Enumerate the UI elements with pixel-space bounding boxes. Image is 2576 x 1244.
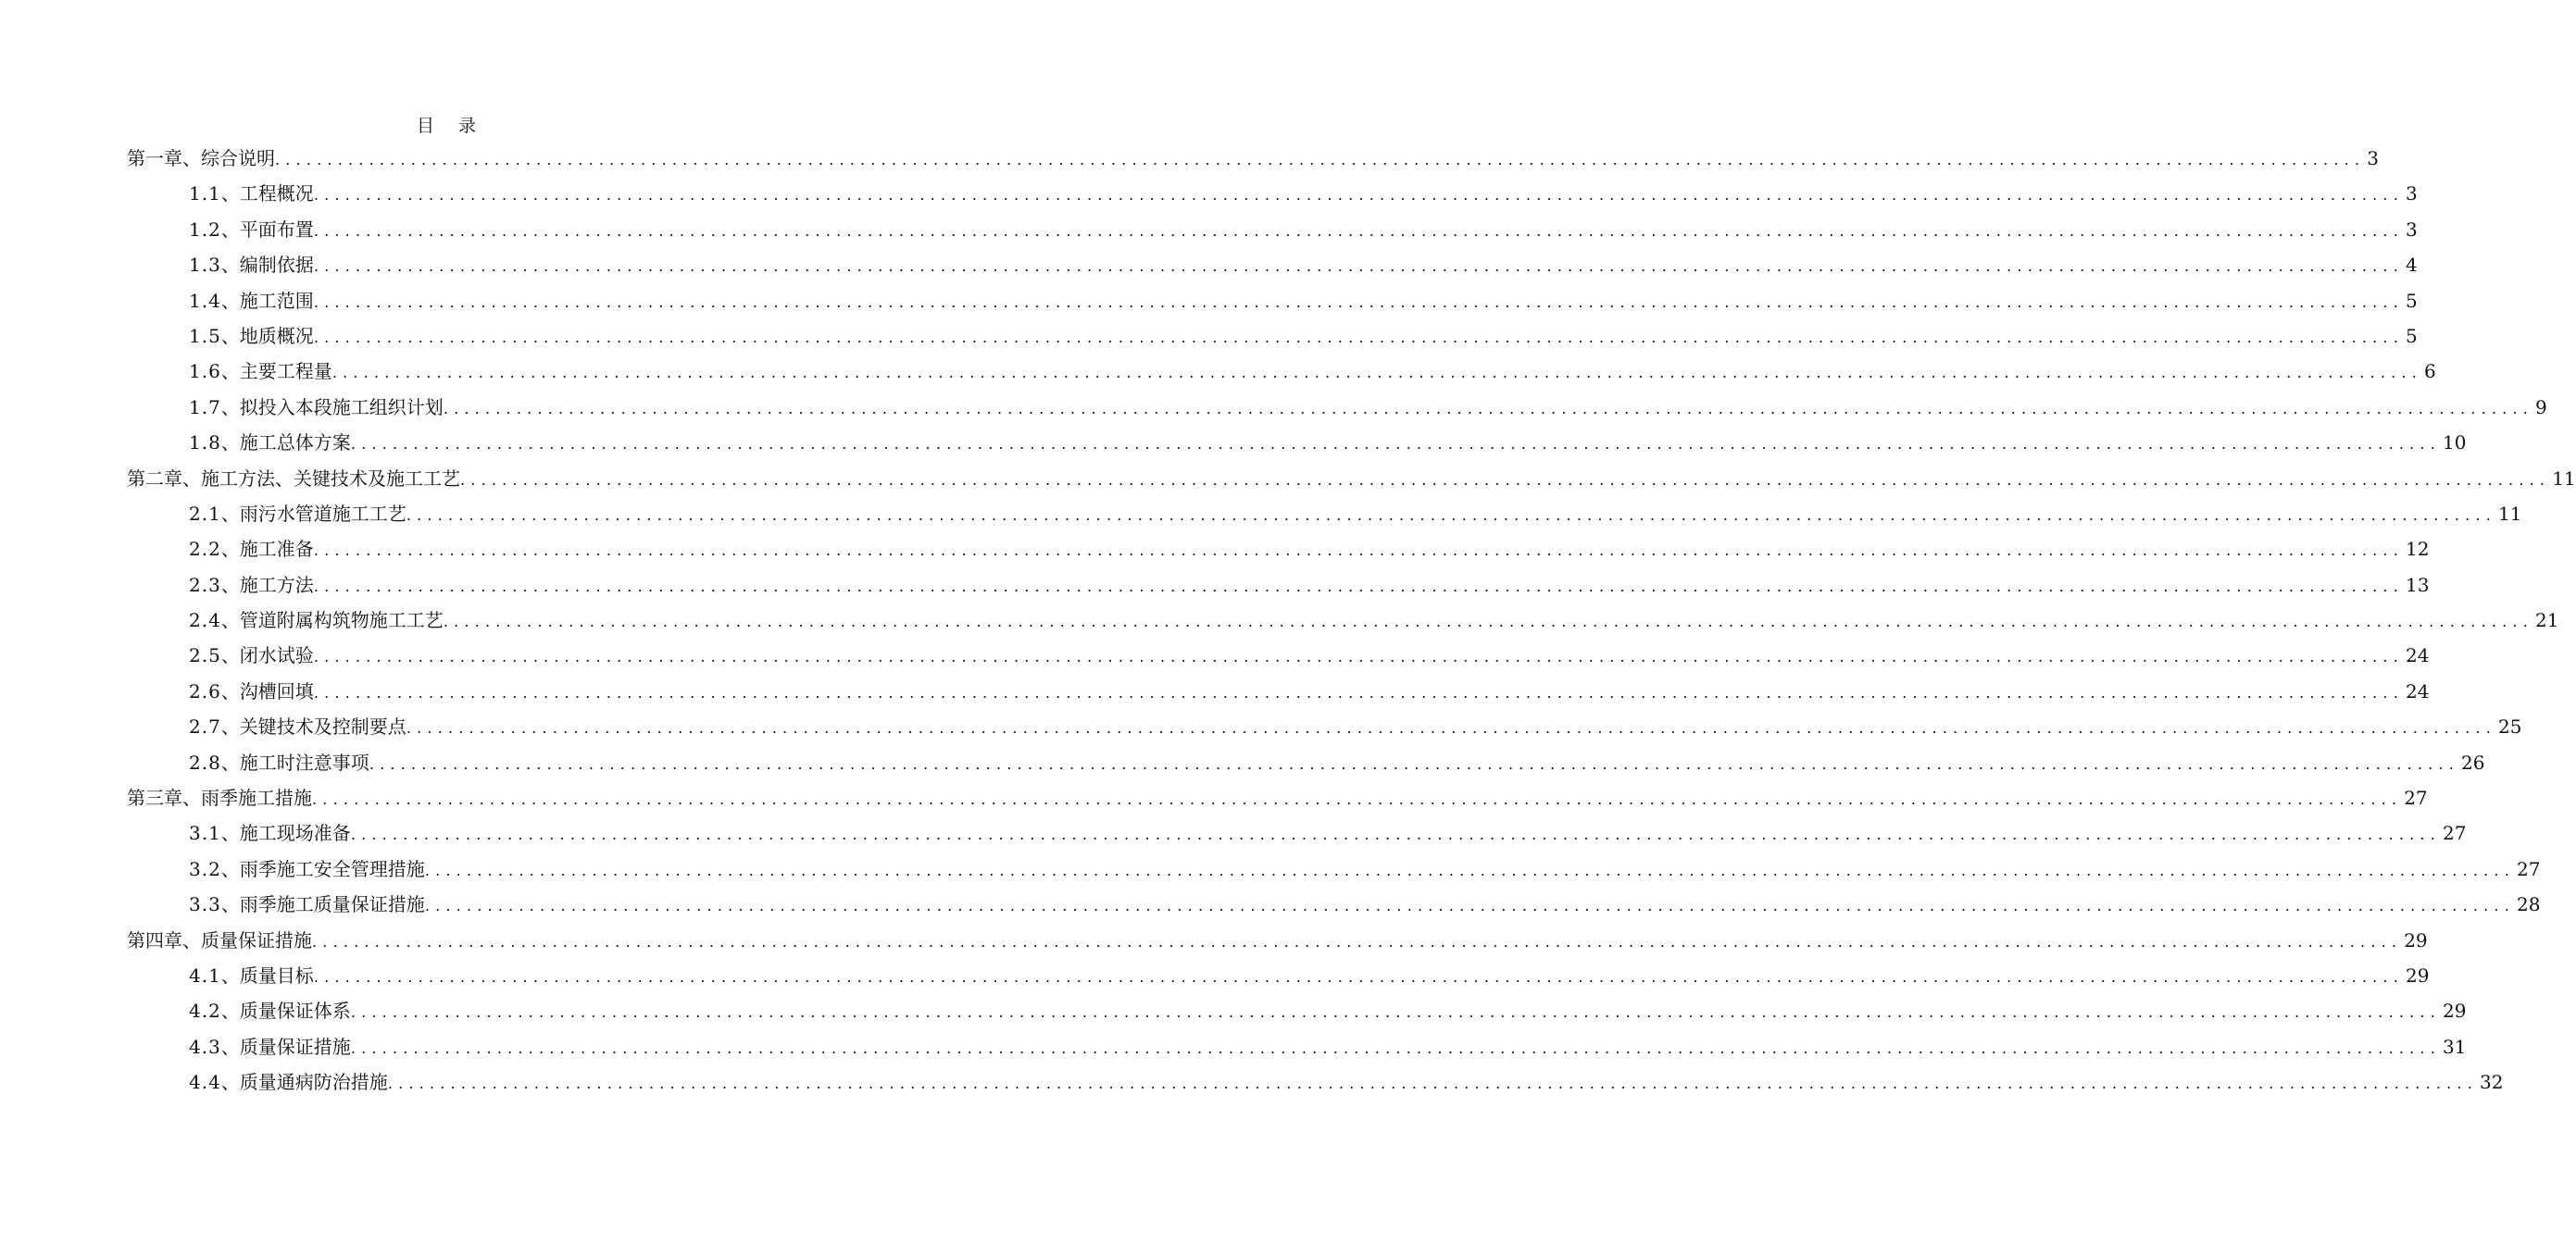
toc-dot-leader: ........................................................................................................................................................................................................ (350, 435, 2441, 454)
toc-entry-number: 2.6 (189, 679, 221, 703)
toc-entry-page: 29 (2443, 1000, 2467, 1023)
toc-entry[interactable] (127, 993, 2467, 1028)
toc-entry-page: 28 (2517, 893, 2541, 916)
toc-entry-number: 2.2 (189, 538, 221, 561)
toc-dot-leader: ........................................................................................................................................................................................................ (443, 399, 2533, 417)
toc-dot-leader: ........................................................................................................................................................................................................ (312, 790, 2403, 809)
toc-dot-leader: ........................................................................................................................................................................................................ (312, 932, 2403, 951)
toc-dot-leader: ........................................................................................................................................................................................................ (313, 683, 2404, 702)
toc-entry-page: 21 (2535, 609, 2559, 632)
toc-dot-leader: ........................................................................................................................................................................................................ (350, 1003, 2441, 1022)
toc-entry[interactable] (127, 496, 2522, 531)
toc-entry[interactable] (127, 852, 2541, 887)
toc-dot-leader: ........................................................................................................................................................................................................ (275, 151, 2366, 168)
toc-dot-leader: ........................................................................................................................................................................................................ (424, 861, 2515, 879)
toc-entry[interactable] (127, 390, 2547, 425)
toc-entry-number: 2.3 (189, 573, 221, 596)
toc-entry-page: 6 (2424, 360, 2436, 383)
toc-entry-label: 、施工准备 (220, 538, 314, 561)
toc-dot-leader: ........................................................................................................................................................................................................ (313, 221, 2404, 240)
toc-entry[interactable] (127, 531, 2430, 566)
toc-entry[interactable] (127, 247, 2418, 282)
toc-dot-leader: ........................................................................................................................................................................................................ (406, 505, 2496, 524)
toc-entry-number: 1.6 (189, 360, 221, 383)
toc-entry-label: 、雨污水管道施工工艺 (220, 502, 406, 525)
toc-entry-label: 、质量保证措施 (220, 1035, 351, 1058)
toc-entry-number: 1.7 (189, 395, 221, 418)
toc-entry[interactable] (127, 567, 2430, 603)
toc-entry-number: 2.1 (189, 502, 221, 525)
toc-entry-label: 、施工总体方案 (220, 431, 351, 454)
toc-entry-number: 3.2 (189, 857, 221, 880)
toc-entry[interactable] (127, 1064, 2504, 1100)
toc-entry-number: 2.8 (189, 751, 221, 774)
toc-entry-page: 25 (2498, 715, 2522, 739)
toc-entry-number: 2.7 (189, 715, 221, 739)
toc-dot-leader: ........................................................................................................................................................................................................ (313, 186, 2404, 205)
toc-entry-number: 1.2 (189, 218, 221, 241)
toc-entry[interactable] (127, 745, 2485, 780)
toc-entry-label: 、雨季施工安全管理措施 (220, 857, 425, 880)
toc-entry-label: 第三章、雨季施工措施 (127, 787, 312, 810)
toc-dot-leader: ........................................................................................................................................................................................................ (313, 648, 2404, 666)
toc-entry-number: 4.2 (189, 1000, 221, 1023)
toc-entry-number: 3.1 (189, 822, 221, 845)
toc-entry-label: 第一章、综合说明 (127, 147, 275, 169)
toc-dot-leader: ........................................................................................................................................................................................................ (350, 826, 2441, 844)
toc-dot-leader: ........................................................................................................................................................................................................ (313, 292, 2404, 311)
toc-entry-page: 27 (2443, 822, 2467, 845)
toc-entry-page: 27 (2517, 857, 2541, 880)
toc-entry-page: 27 (2404, 787, 2428, 810)
toc-dot-leader: ........................................................................................................................................................................................................ (369, 754, 2459, 773)
toc-entry[interactable] (127, 461, 2576, 496)
toc-entry-number: 1.5 (189, 324, 221, 347)
toc-entry-label: 、沟槽回填 (220, 679, 314, 703)
toc-entry-number: 1.4 (189, 289, 221, 312)
toc-entry-page: 29 (2406, 964, 2430, 987)
toc-dot-leader: ........................................................................................................................................................................................................ (331, 364, 2422, 382)
toc-entry-label: 第二章、施工方法、关键技术及施工工艺 (127, 466, 460, 490)
toc-entry-number: 2.5 (189, 644, 221, 667)
toc-entry-page: 31 (2443, 1035, 2467, 1058)
toc-entry-number: 1.3 (189, 254, 221, 277)
toc-entry[interactable] (127, 709, 2522, 744)
toc-entry[interactable] (127, 141, 2379, 176)
toc-dot-leader: ........................................................................................................................................................................................................ (350, 1039, 2441, 1057)
toc-entry-label: 、施工范围 (220, 289, 314, 312)
toc-entry-page: 4 (2406, 254, 2418, 277)
toc-entry-page: 13 (2406, 573, 2430, 596)
toc-entry-page: 3 (2406, 218, 2418, 241)
toc-entry[interactable] (127, 212, 2418, 247)
toc-entry-number: 4.1 (189, 964, 221, 987)
toc-entry-number: 4.3 (189, 1035, 221, 1058)
toc-dot-leader: ........................................................................................................................................................................................................ (387, 1075, 2478, 1093)
toc-entry-page: 10 (2443, 431, 2467, 454)
toc-entry-page: 9 (2535, 395, 2547, 418)
toc-dot-leader: ........................................................................................................................................................................................................ (406, 719, 2496, 738)
toc-entry-label: 、主要工程量 (220, 360, 332, 383)
toc-entry-label: 、地质概况 (220, 324, 314, 347)
toc-entry-label: 、关键技术及控制要点 (220, 715, 406, 739)
toc-entry-label: 、闭水试验 (220, 644, 314, 667)
toc-entry-label: 、施工现场准备 (220, 822, 351, 845)
toc-entry-page: 24 (2406, 679, 2430, 703)
toc-entry[interactable] (127, 176, 2418, 211)
toc-entry-label: 、管道附属构筑物施工工艺 (220, 609, 444, 632)
toc-dot-leader: ........................................................................................................................................................................................................ (313, 257, 2404, 276)
toc-entry-label: 、施工方法 (220, 573, 314, 596)
toc-title: 目 录 (416, 116, 486, 136)
toc-entry-page: 11 (2498, 502, 2522, 525)
toc-dot-leader: ........................................................................................................................................................................................................ (460, 470, 2551, 489)
toc-dot-leader: ........................................................................................................................................................................................................ (313, 967, 2404, 986)
toc-entry-label: 、雨季施工质量保证措施 (220, 893, 425, 916)
toc-entry-page: 12 (2406, 538, 2430, 561)
toc-entry-number: 3.3 (189, 893, 221, 916)
toc-entry-page: 11 (2552, 466, 2576, 490)
toc-entry[interactable] (127, 318, 2418, 354)
toc-entry[interactable] (127, 674, 2430, 709)
toc-entry[interactable] (127, 815, 2467, 851)
toc-dot-leader: ........................................................................................................................................................................................................ (313, 577, 2404, 595)
toc-entry-label: 、质量目标 (220, 964, 314, 987)
toc-entry[interactable] (127, 283, 2418, 318)
toc-entry-label: 、工程概况 (220, 182, 314, 205)
toc-entry-label: 、编制依据 (220, 254, 314, 277)
toc-dot-leader: ........................................................................................................................................................................................................ (313, 328, 2404, 346)
toc-entry-page: 24 (2406, 644, 2430, 667)
toc-entry-label: 、拟投入本段施工组织计划 (220, 395, 444, 418)
toc-entry-label: 、施工时注意事项 (220, 751, 369, 774)
toc-entry-page: 3 (2367, 147, 2379, 169)
toc-entry-label: 、质量通病防治措施 (220, 1071, 388, 1094)
toc-entry[interactable] (127, 425, 2467, 460)
toc-entry[interactable] (127, 923, 2428, 958)
toc-entry[interactable] (127, 603, 2559, 638)
toc-entry-number: 1.1 (189, 182, 221, 205)
toc-entry-label: 第四章、质量保证措施 (127, 928, 312, 952)
toc-entry[interactable] (127, 780, 2428, 815)
toc-dot-leader: ........................................................................................................................................................................................................ (424, 897, 2515, 915)
toc-entry-number: 4.4 (189, 1071, 221, 1094)
toc-list (127, 141, 2576, 1101)
toc-entry-number: 2.4 (189, 609, 221, 632)
toc-entry-page: 29 (2404, 928, 2428, 952)
toc-dot-leader: ........................................................................................................................................................................................................ (313, 541, 2404, 560)
toc-entry[interactable] (127, 638, 2430, 673)
toc-entry-page: 26 (2461, 751, 2485, 774)
toc-entry-page: 32 (2480, 1071, 2504, 1094)
toc-entry-page: 5 (2406, 324, 2418, 347)
toc-entry[interactable] (127, 1029, 2467, 1064)
toc-entry-page: 3 (2406, 182, 2418, 205)
toc-entry-label: 、平面布置 (220, 218, 314, 241)
toc-entry-label: 、质量保证体系 (220, 1000, 351, 1023)
toc-entry-number: 1.8 (189, 431, 221, 454)
toc-dot-leader: ........................................................................................................................................................................................................ (443, 613, 2533, 631)
toc-entry[interactable] (127, 958, 2430, 993)
toc-entry-page: 5 (2406, 289, 2418, 312)
toc-entry[interactable] (127, 354, 2436, 389)
toc-entry[interactable] (127, 887, 2541, 922)
